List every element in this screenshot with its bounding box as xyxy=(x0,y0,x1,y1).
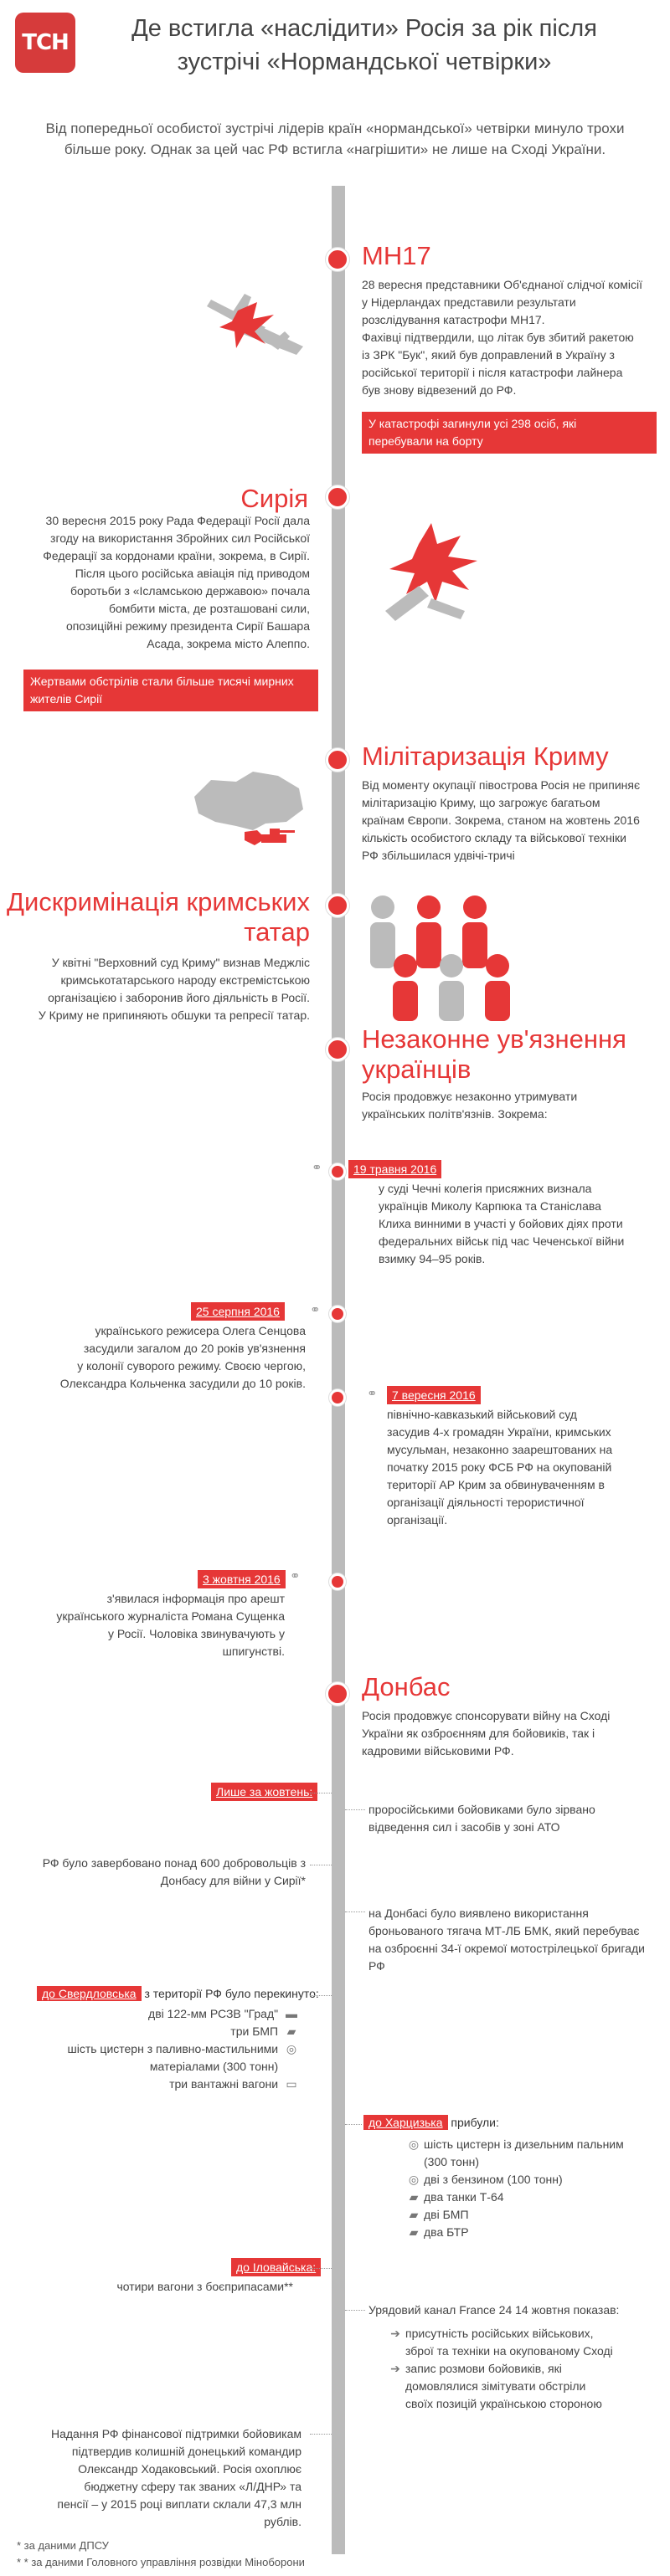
donbas-intro xyxy=(362,1707,647,1760)
event-line: мусульман, незаконно заарештованих на xyxy=(387,1443,613,1456)
ukraine-map-icon xyxy=(186,763,312,855)
event-line: північно-кавказький військовий суд xyxy=(387,1408,577,1421)
donbas-line: України як озброєнням для бойовиків, так і xyxy=(362,1727,595,1740)
event-line: засудив 4-х громадян України, кримських xyxy=(387,1425,611,1439)
fr-item-1 xyxy=(385,2325,653,2343)
oct-line: відведення сил і засобів у зоні АТО xyxy=(368,1820,560,1834)
prisoners-line: Росія продовжує незаконно утримувати xyxy=(362,1090,578,1103)
title-line-1: Де встигла «наслідити» Росія за рік після xyxy=(131,15,597,42)
finance-text xyxy=(17,2425,302,2531)
event-date: 7 вересня 2016 xyxy=(387,1386,481,1404)
timeline-dot-crimea xyxy=(326,748,349,772)
prisoners-intro xyxy=(362,1088,647,1123)
event-text xyxy=(379,1180,655,1268)
fin-line: бюджетну сферу так званих «Л/ДНР» та xyxy=(84,2480,302,2493)
arrow-right-icon: ➔ xyxy=(390,2327,400,2340)
crimea-mil-title: Мілітаризація Криму xyxy=(362,741,609,771)
handcuffs-icon: ⚭ xyxy=(312,1161,322,1175)
sverdlovsk-heading xyxy=(37,1985,319,2003)
syria-line: опозиційні режиму президента Сирії Башара xyxy=(65,619,310,633)
crimea-line: мілітаризацію Криму, що загрожує багатьом xyxy=(362,796,600,809)
event-line: шпигунстві. xyxy=(222,1645,285,1658)
mtlb-line: на озброєнні 34-ї окремої мотострілецької бригади xyxy=(368,1942,645,1955)
page-title xyxy=(92,12,636,79)
prisoners-title-line: Незаконне ув'язнення xyxy=(362,1024,626,1054)
event-line: у суді Чечні колегія присяжних визнала xyxy=(379,1182,592,1195)
syria-line: згоду на використання Збройних сил Російської xyxy=(50,531,310,545)
france24-title: Урядовий канал France 24 14 жовтня показав: xyxy=(368,2303,620,2317)
syria-box-line: Жертвами обстрілів стали більше тисячі мирних xyxy=(30,675,294,688)
fr-item-text: запис розмови бойовиків, які xyxy=(405,2362,562,2375)
header xyxy=(0,0,670,110)
event-line: у колонії суворого режиму. Своєю чергою, xyxy=(77,1359,306,1373)
sverd-item-2 xyxy=(17,2023,302,2040)
timeline-dot-e2 xyxy=(329,1306,346,1322)
tank-car-icon: ◎ xyxy=(408,2137,420,2151)
ilovaisk-label: до Іловайська: xyxy=(231,2258,321,2276)
khar-item-3 xyxy=(404,2189,655,2206)
fin-line: рублів. xyxy=(264,2515,302,2528)
khar-item-text: (300 тонн) xyxy=(424,2155,480,2168)
syria-line: бомбити міста, де розташовані сили, xyxy=(108,602,310,615)
mh17-line: російської території і після катастрофи лайнера xyxy=(362,366,623,379)
syria-line: Асада, зокрема місто Алеппо. xyxy=(147,637,310,650)
khar-item-1b xyxy=(404,2153,655,2171)
fin-line: підтвердив колишній донецький командир xyxy=(71,2445,302,2458)
crimea-line: Від моменту окупації півострова Росія не припиняє xyxy=(362,778,641,792)
timeline-dot-syria xyxy=(326,485,349,509)
khartsyzk-rest: прибули: xyxy=(447,2116,499,2129)
event-date: 3 жовтня 2016 xyxy=(198,1570,286,1588)
crimea-mil-text xyxy=(362,777,651,865)
mtlb-line: броньованого тягача МТ-ЛБ БМК, який перебуває xyxy=(368,1924,640,1937)
connector xyxy=(345,2310,365,2311)
timeline-dot-e4 xyxy=(329,1573,346,1590)
title-line-2: зустрічі «Нормандської четвірки» xyxy=(177,49,552,75)
sverdlovsk-rest: з території РФ було перекинуто: xyxy=(141,1987,319,2000)
ilovaisk-item xyxy=(17,2278,293,2296)
donbas-line: Росія продовжує спонсорувати війну на Сході xyxy=(362,1709,611,1722)
mtlb-line: РФ xyxy=(368,1959,385,1973)
mh17-line: Фахівці підтвердили, що літак був збитий ракетою xyxy=(362,331,634,344)
mh17-text xyxy=(362,276,647,399)
fr-item-2b xyxy=(385,2378,653,2395)
khartsyzk-list xyxy=(404,2136,655,2241)
btr-icon: ▰ xyxy=(409,2225,419,2239)
mh17-title: МН17 xyxy=(362,241,431,270)
timeline-dot-prisoners xyxy=(326,1038,349,1061)
tatars-title xyxy=(0,887,310,947)
sverd-item-text: три вантажні вагони xyxy=(169,2077,279,2091)
donbas-line: кадровими військовими РФ. xyxy=(362,1744,514,1758)
sverd-item-text: дві 122-мм РСЗВ "Град" xyxy=(148,2007,279,2020)
fr-item-text: своїх позицій українською стороною xyxy=(405,2397,602,2410)
syria-title: Сирія xyxy=(240,484,308,513)
sverd-item-text: три БМП xyxy=(230,2024,279,2038)
event-line: Олександра Кольченка засудили до 10 років. xyxy=(59,1377,306,1390)
mh17-line: із ЗРК "Бук", який був доправлений в Україну з xyxy=(362,348,615,362)
khar-item-5 xyxy=(404,2224,655,2241)
syria-line: Федерації за кордонами країни, зокрема, в Сирії. xyxy=(43,549,310,562)
event-line: території АР Крим за обвинуваченням в xyxy=(387,1478,605,1491)
people-icon xyxy=(362,889,529,1023)
event-line: організації діяльності терористичної xyxy=(387,1496,585,1509)
timeline-dot-donbas xyxy=(326,1682,349,1706)
timeline-dot-tatars xyxy=(326,894,349,917)
sverd-item-text: матеріалами (300 тонн) xyxy=(149,2060,279,2073)
ilov-line: чотири вагони з боєприпасами** xyxy=(116,2280,293,2293)
tatars-line: кримськотатарського народу екстремістською xyxy=(60,973,310,987)
tatars-title-line: татар xyxy=(244,917,310,947)
khar-item-text: шість цистерн із дизельним пальним xyxy=(424,2137,624,2151)
khar-item-text: дві з бензином (100 тонн) xyxy=(424,2173,563,2186)
footnotes xyxy=(17,2538,305,2571)
timeline-dot-e3 xyxy=(329,1389,346,1406)
sverd-item-3 xyxy=(17,2040,302,2058)
intro-line-2: більше року. Однак за цей час РФ встигла «нагрішити» не лише на Сході України. xyxy=(64,141,606,157)
crimea-line: країнам Європи. Зокрема, станом на жовтень 2016 xyxy=(362,813,640,827)
khartsyzk-label: до Харцизька xyxy=(363,2115,448,2130)
sverd-item-1 xyxy=(17,2005,302,2023)
tatars-text xyxy=(25,954,310,1024)
grad-icon: ▬ xyxy=(286,2007,297,2020)
connector xyxy=(310,1995,332,1996)
timeline-dot-e1 xyxy=(329,1163,346,1180)
france24-list xyxy=(385,2325,653,2413)
tsn-logo[interactable]: ТСН xyxy=(15,13,75,73)
sverd-item-4 xyxy=(17,2076,302,2093)
event-line: українців Миколу Карпюка та Станіслава xyxy=(379,1199,601,1213)
handcuffs-icon: ⚭ xyxy=(290,1569,301,1583)
tank-car-icon: ◎ xyxy=(286,2042,297,2055)
khar-item-1 xyxy=(404,2136,655,2153)
event-line: початку 2015 року ФСБ РФ на окупованій xyxy=(387,1460,612,1474)
october-item-1 xyxy=(368,1801,653,1836)
khar-item-text: дві БМП xyxy=(424,2208,469,2221)
prisoners-title-line: українців xyxy=(362,1055,472,1084)
khar-item-4 xyxy=(404,2206,655,2224)
footnote-1: * за даними ДПСУ xyxy=(17,2539,109,2552)
connector xyxy=(345,2124,362,2125)
syria-line: боротьби з «Ісламською державою» почала xyxy=(70,584,310,598)
mh17-box-line: перебували на борту xyxy=(368,434,483,448)
fin-line: пенсії – у 2015 році виплати склали 47,3 млн xyxy=(57,2497,302,2511)
connector xyxy=(310,2434,332,2435)
event-date: 19 травня 2016 xyxy=(348,1160,441,1178)
sverd-item-3b xyxy=(17,2058,302,2076)
fin-line: Надання РФ фінансової підтримки бойовикам xyxy=(50,2427,302,2440)
timeline-dot-mh17 xyxy=(326,248,349,271)
handcuffs-icon: ⚭ xyxy=(367,1387,378,1401)
explosion-icon xyxy=(368,519,494,628)
plane-crash-icon xyxy=(186,281,312,382)
connector xyxy=(310,2268,332,2269)
event-text xyxy=(17,1322,306,1393)
syria-text xyxy=(25,512,310,653)
vol-line: РФ було завербовано понад 600 добровольців з xyxy=(42,1856,306,1870)
arrow-right-icon: ➔ xyxy=(390,2362,400,2375)
tank-car-icon: ◎ xyxy=(408,2173,420,2186)
event-line: федеральних військ під час Чеченської війни xyxy=(379,1234,625,1248)
mh17-box-line: У катастрофі загинули усі 298 осіб, які xyxy=(368,417,577,430)
event-line: засудили загалом до 20 років ув'язнення xyxy=(83,1342,306,1355)
intro-line-1: Від попередньої особистої зустрічі лідерів країн «нормандської» четвірки минуло трохи xyxy=(45,121,625,136)
bmp-icon: ▰ xyxy=(409,2208,419,2221)
prisoners-line: українських політв'язнів. Зокрема: xyxy=(362,1107,548,1121)
fr-item-text: домовлялися зімітувати обстріли xyxy=(405,2379,586,2393)
handcuffs-icon: ⚭ xyxy=(310,1303,321,1317)
event-line: українського режисера Олега Сенцова xyxy=(95,1324,306,1337)
mh17-line: 28 вересня представники Об'єднаної слідчої комісії xyxy=(362,278,643,291)
october-label: Лише за жовтень: xyxy=(211,1783,317,1801)
intro-text xyxy=(34,118,636,160)
donbas-title: Донбас xyxy=(362,1672,451,1701)
crimea-line: кількість особистого складу та військової техніки xyxy=(362,831,626,844)
sverd-item-text: шість цистерн з паливно-мастильними xyxy=(67,2042,279,2055)
mh17-line: був знову відвезений до РФ. xyxy=(362,383,517,397)
sverdlovsk-label: до Свердловська xyxy=(37,1986,142,2001)
fr-item-text: зброї та техніки на окупованому Сході xyxy=(405,2344,613,2358)
connector xyxy=(345,1809,365,1810)
volunteers-text xyxy=(17,1855,306,1890)
tank-icon: ▰ xyxy=(409,2190,419,2204)
khartsyzk-heading xyxy=(363,2114,499,2132)
crimea-line: РФ збільшилася удвічі-тричі xyxy=(362,849,515,862)
tatars-line: У квітні "Верховний суд Криму" визнав Меджліс xyxy=(51,956,310,969)
fr-item-2 xyxy=(385,2360,653,2378)
khar-item-text: два БТР xyxy=(424,2225,469,2239)
wagon-icon: ▭ xyxy=(286,2077,297,2091)
fr-item-2c xyxy=(385,2395,653,2413)
fr-item-text: присутність російських військових, xyxy=(405,2327,594,2340)
tatars-line: організацією і заборонив його діяльність в Росії. xyxy=(48,991,310,1004)
fin-line: Олександр Ходаковський. Росія охоплює xyxy=(78,2462,302,2476)
syria-line: 30 вересня 2015 року Рада Федерації Росії дала xyxy=(45,514,310,527)
mtlb-line: на Донбасі було виявлено використання xyxy=(368,1906,589,1920)
vol-line: Донбасу для війни у Сирії* xyxy=(160,1874,306,1887)
khar-item-2 xyxy=(404,2171,655,2189)
syria-victims-box xyxy=(23,670,318,711)
timeline-spine xyxy=(332,186,345,2554)
prisoners-title xyxy=(362,1024,626,1085)
connector xyxy=(345,1911,365,1912)
event-line: українського журналіста Романа Сущенка xyxy=(56,1609,285,1623)
event-date: 25 серпня 2016 xyxy=(191,1302,285,1321)
mh17-line: у Нідерландах представили результати xyxy=(362,295,576,309)
event-line: організації. xyxy=(387,1513,448,1527)
khar-item-text: два танки Т-64 xyxy=(424,2190,504,2204)
event-line: з'явилася інформація про арешт xyxy=(106,1592,285,1605)
mh17-victims-box xyxy=(362,412,657,454)
event-line: взимку 94–95 років. xyxy=(379,1252,486,1265)
event-line: Клиха винними в участі у бойових діях проти xyxy=(379,1217,623,1230)
tatars-line: У Криму не припиняють обшуки та репресії татар. xyxy=(38,1008,310,1022)
event-line: у Росії. Чоловіка звинувачують у xyxy=(107,1627,285,1640)
oct-line: проросійськими бойовиками було зірвано xyxy=(368,1803,595,1816)
sverdlovsk-list xyxy=(17,2005,302,2093)
event-text xyxy=(17,1590,285,1660)
syria-box-line: жителів Сирії xyxy=(30,692,103,706)
mtlb-text xyxy=(368,1905,657,1975)
footnote-2: * * за даними Головного управління розвідки Міноборони xyxy=(17,2556,305,2568)
event-text xyxy=(387,1406,655,1529)
bmp-icon: ▰ xyxy=(286,2024,296,2038)
syria-line: Після цього російська авіація під приводом xyxy=(75,567,310,580)
fr-item-1b xyxy=(385,2343,653,2360)
tatars-title-line: Дискримінація кримських xyxy=(7,887,310,916)
mh17-line: розслідування катастрофи МН17. xyxy=(362,313,545,326)
